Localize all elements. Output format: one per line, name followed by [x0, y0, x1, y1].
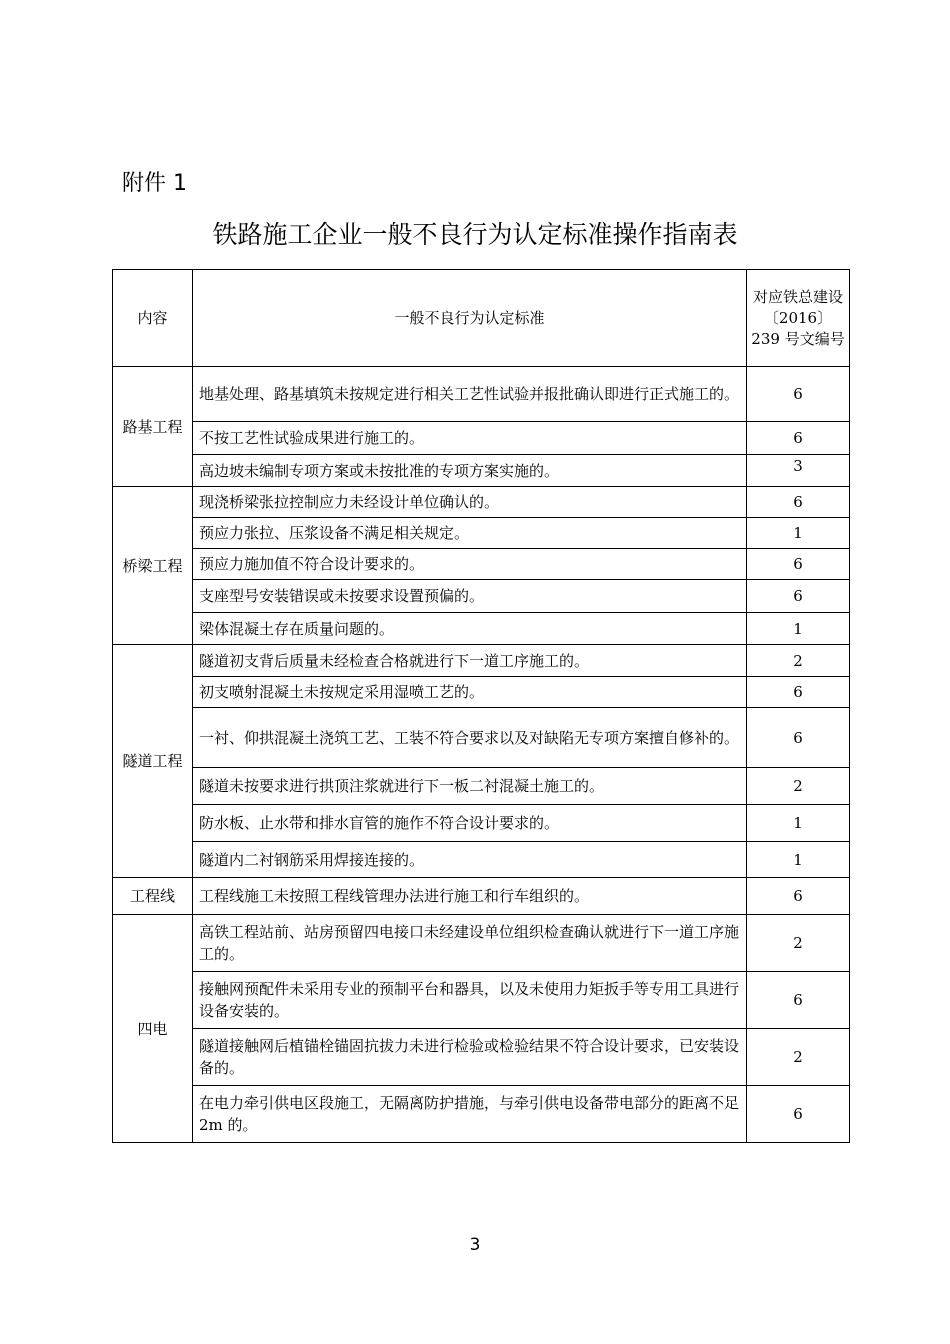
standard-cell: 支座型号安装错误或未按要求设置预偏的。: [193, 580, 747, 613]
code-cell: 6: [747, 878, 850, 915]
table-row: [113, 487, 850, 518]
table-row: [113, 842, 850, 878]
category-cell: 路基工程: [113, 367, 193, 487]
code-cell: 2: [747, 915, 850, 972]
table-row: [113, 613, 850, 645]
code-cell: 6: [747, 972, 850, 1029]
table-row: [113, 455, 850, 487]
header-code: 对应铁总建设〔2016〕239 号文编号: [747, 270, 850, 367]
table-row: [113, 580, 850, 613]
standard-cell: 初支喷射混凝土未按规定采用湿喷工艺的。: [193, 677, 747, 708]
code-cell: 6: [747, 580, 850, 613]
standard-cell: 在电力牵引供电区段施工，无隔离防护措施，与牵引供电设备带电部分的距离不足 2m 的。: [193, 1086, 747, 1143]
code-cell: 1: [747, 613, 850, 645]
table-row: [113, 549, 850, 580]
table-row: [113, 1029, 850, 1086]
table-row: [113, 367, 850, 422]
standard-cell: 一衬、仰拱混凝土浇筑工艺、工装不符合要求以及对缺陷无专项方案擅自修补的。: [193, 708, 747, 768]
standard-cell: 工程线施工未按照工程线管理办法进行施工和行车组织的。: [193, 878, 747, 915]
category-cell: 四电: [113, 915, 193, 1143]
standard-cell: 梁体混凝土存在质量问题的。: [193, 613, 747, 645]
standard-cell: 地基处理、路基填筑未按规定进行相关工艺性试验并报批确认即进行正式施工的。: [193, 367, 747, 422]
code-cell: 6: [747, 1086, 850, 1143]
standard-cell: 高铁工程站前、站房预留四电接口未经建设单位组织检查确认就进行下一道工序施工的。: [193, 915, 747, 972]
table-row: [113, 1086, 850, 1143]
code-cell: 1: [747, 805, 850, 842]
standard-cell: 隧道未按要求进行拱顶注浆就进行下一板二衬混凝土施工的。: [193, 768, 747, 805]
table-row: [113, 805, 850, 842]
standard-cell: 隧道接触网后植锚栓锚固抗拔力未进行检验或检验结果不符合设计要求，已安装设备的。: [193, 1029, 747, 1086]
code-cell: 6: [747, 422, 850, 455]
category-cell: 隧道工程: [113, 645, 193, 878]
page-title: 铁路施工企业一般不良行为认定标准操作指南表: [212, 220, 738, 249]
table-row: [113, 422, 850, 455]
table-header-row: [113, 270, 850, 367]
table-row: [113, 708, 850, 768]
standard-cell: 预应力张拉、压浆设备不满足相关规定。: [193, 518, 747, 549]
standard-cell: 防水板、止水带和排水盲管的施作不符合设计要求的。: [193, 805, 747, 842]
standard-cell: 不按工艺性试验成果进行施工的。: [193, 422, 747, 455]
category-cell: 工程线: [113, 878, 193, 915]
code-cell: 6: [747, 677, 850, 708]
code-cell: 6: [747, 708, 850, 768]
table-row: [113, 518, 850, 549]
standard-cell: 预应力施加值不符合设计要求的。: [193, 549, 747, 580]
code-cell: 2: [747, 1029, 850, 1086]
code-cell: 3: [747, 455, 850, 487]
attachment-label: 附件 1: [122, 171, 187, 196]
code-cell: 2: [747, 645, 850, 677]
table-row: [113, 677, 850, 708]
standard-cell: 隧道初支背后质量未经检查合格就进行下一道工序施工的。: [193, 645, 747, 677]
table-row: [113, 972, 850, 1029]
header-standard: 一般不良行为认定标准: [193, 270, 747, 367]
table-row: [113, 645, 850, 677]
code-cell: 6: [747, 549, 850, 580]
header-content: 内容: [113, 270, 193, 367]
standards-table: [112, 269, 850, 1143]
code-cell: 1: [747, 518, 850, 549]
table-row: [113, 915, 850, 972]
table-row: [113, 878, 850, 915]
code-cell: 6: [747, 367, 850, 422]
page-number: 3: [469, 1235, 481, 1255]
table-row: [113, 768, 850, 805]
standard-cell: 现浇桥梁张拉控制应力未经设计单位确认的。: [193, 487, 747, 518]
category-cell: 桥梁工程: [113, 487, 193, 645]
code-cell: 6: [747, 487, 850, 518]
code-cell: 1: [747, 842, 850, 878]
standard-cell: 接触网预配件未采用专业的预制平台和器具，以及未使用力矩扳手等专用工具进行设备安装的。: [193, 972, 747, 1029]
standard-cell: 隧道内二衬钢筋采用焊接连接的。: [193, 842, 747, 878]
standard-cell: 高边坡未编制专项方案或未按批准的专项方案实施的。: [193, 455, 747, 487]
code-cell: 2: [747, 768, 850, 805]
